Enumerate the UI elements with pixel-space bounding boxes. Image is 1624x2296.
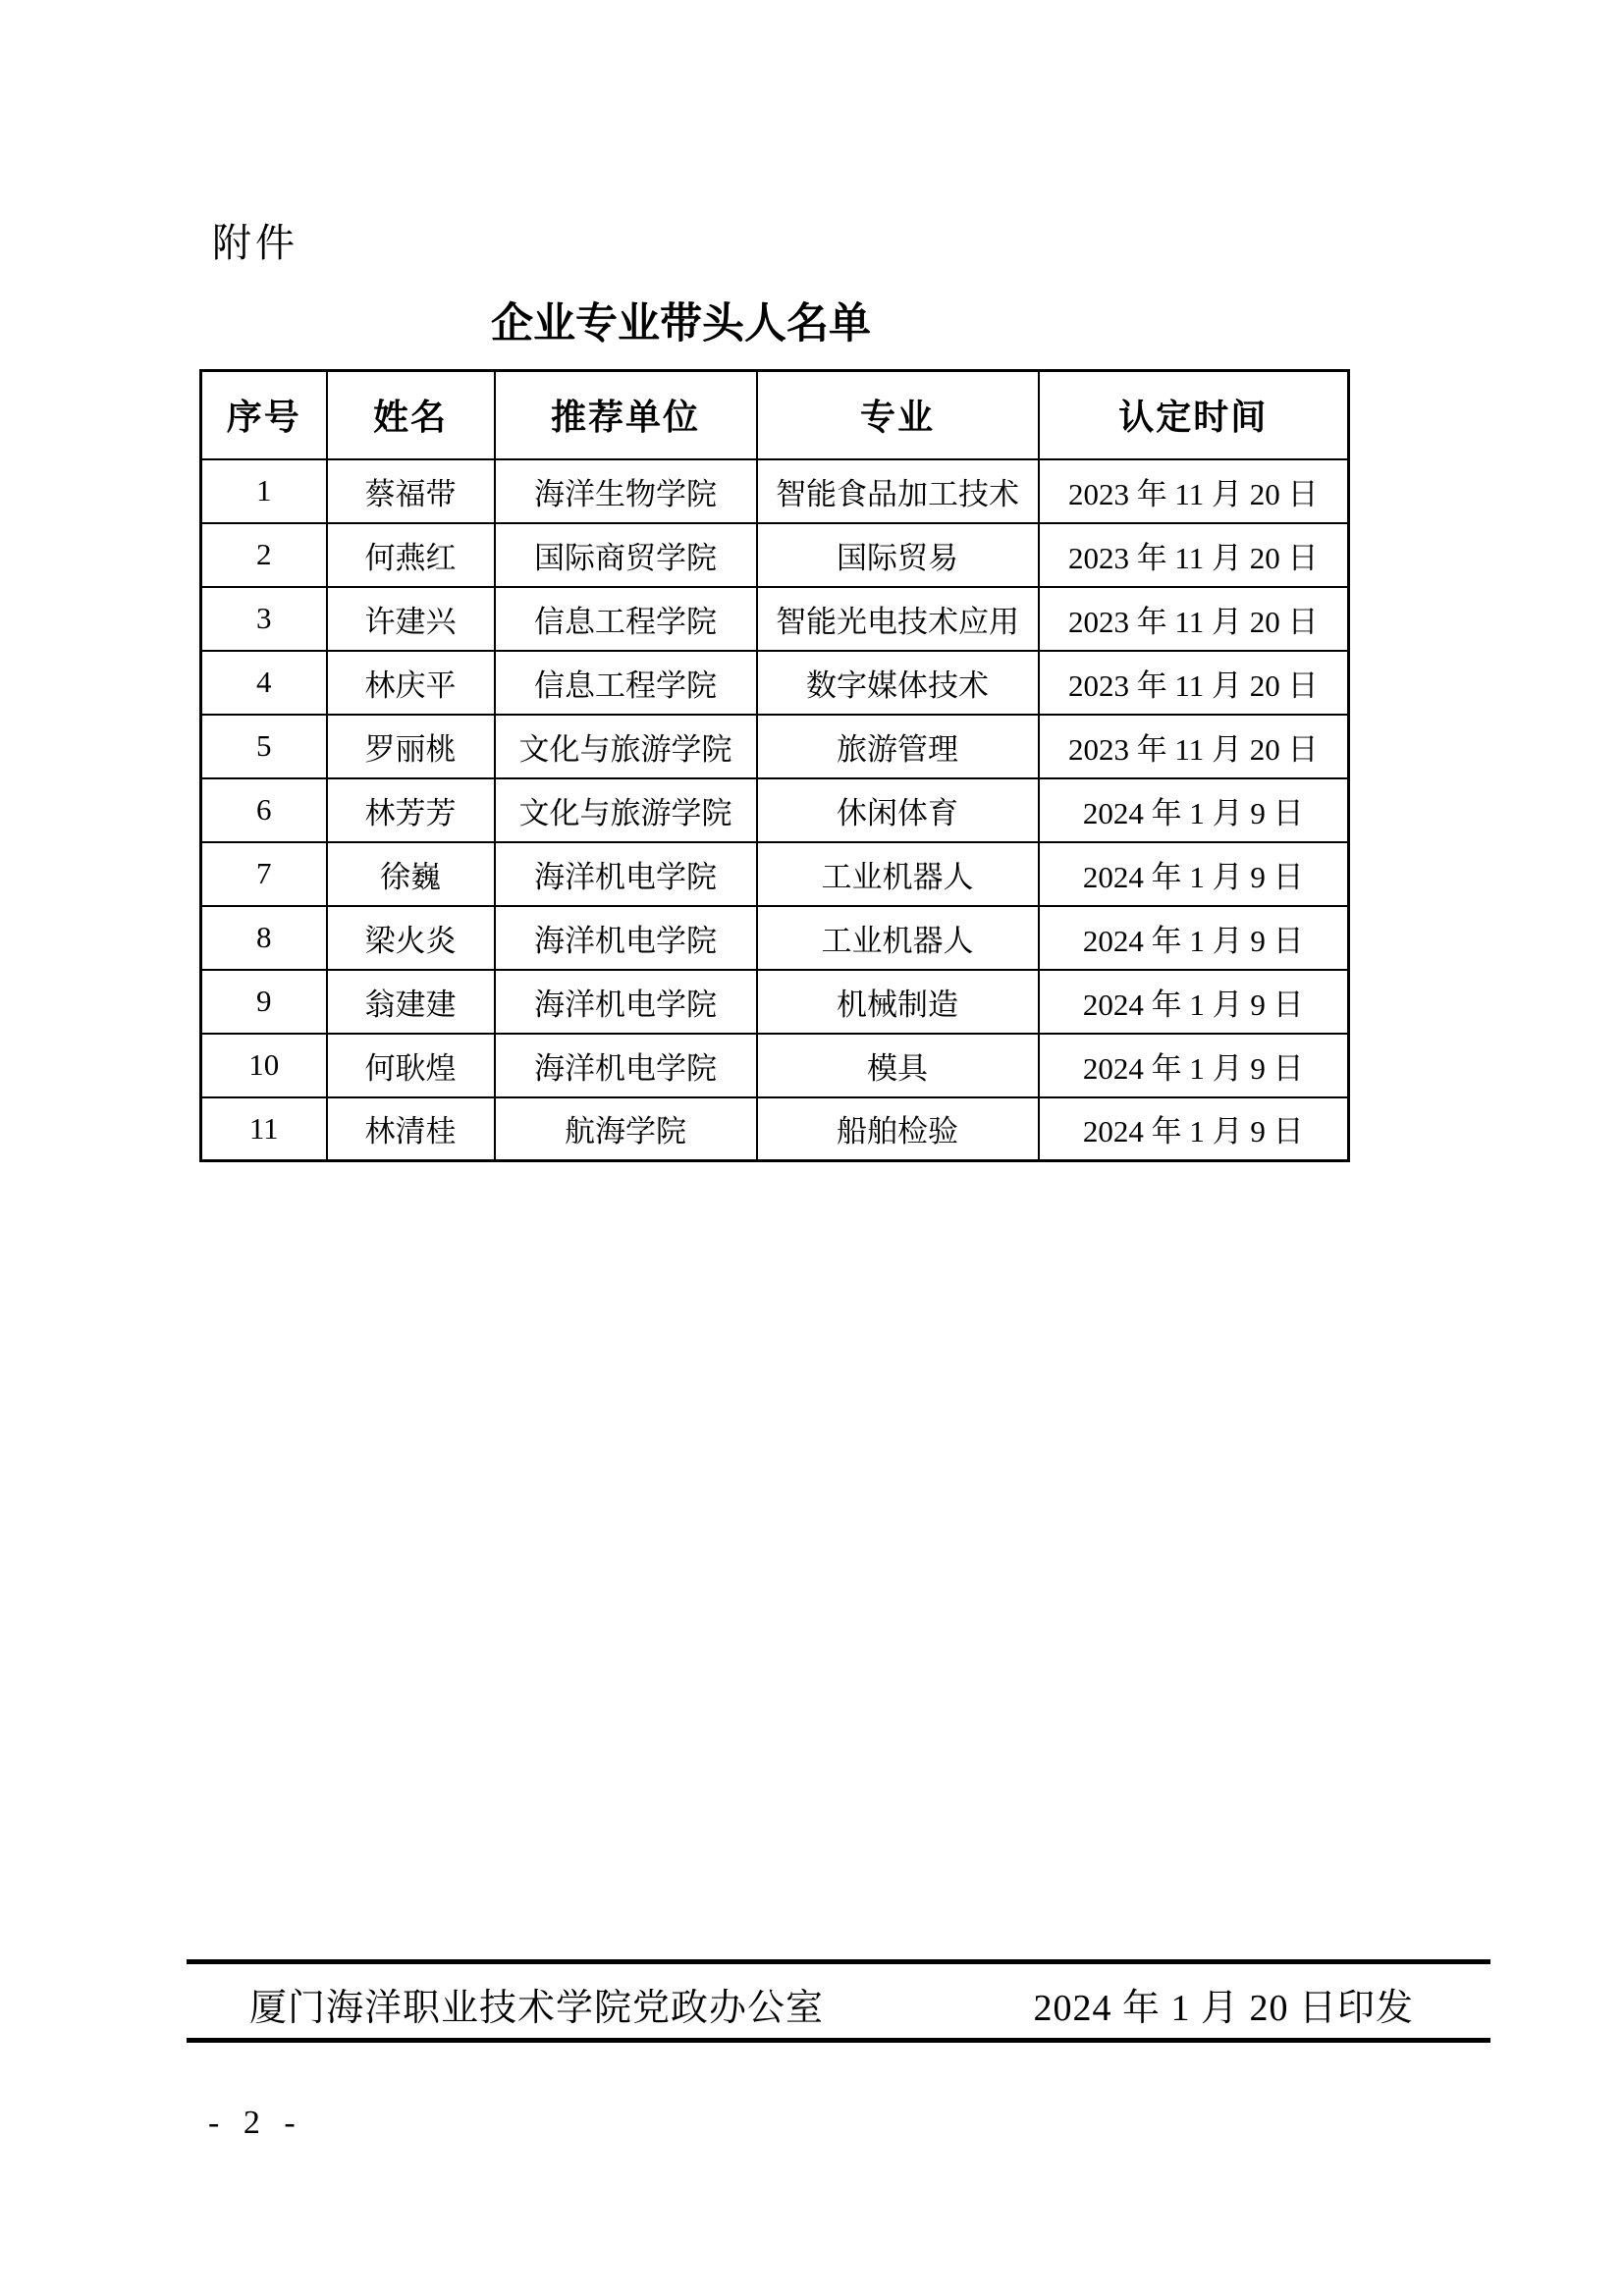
table-cell: 2023 年 11 月 20 日 (1039, 587, 1349, 651)
table-cell: 2024 年 1 月 9 日 (1039, 842, 1349, 906)
table-cell: 智能光电技术应用 (757, 587, 1039, 651)
footer-row (187, 1976, 1490, 2031)
table-cell: 模具 (757, 1034, 1039, 1097)
table-cell: 6 (201, 778, 327, 842)
table-header-row (201, 371, 1349, 459)
table-row (201, 523, 1349, 587)
table-cell: 海洋生物学院 (495, 459, 757, 523)
table-row (201, 651, 1349, 715)
table-cell: 船舶检验 (757, 1097, 1039, 1161)
table-cell: 罗丽桃 (327, 715, 495, 778)
footer-top-rule (187, 1959, 1490, 1964)
table-cell: 11 (201, 1097, 327, 1161)
table-cell: 工业机器人 (757, 906, 1039, 970)
leaders-table (199, 369, 1350, 1162)
table-row (201, 970, 1349, 1034)
table-cell: 8 (201, 906, 327, 970)
table-row (201, 842, 1349, 906)
table-cell: 3 (201, 587, 327, 651)
footer-print-date: 2024 年 1 月 20 日印发 (1033, 1987, 1414, 2029)
footer-bottom-rule (187, 2038, 1490, 2043)
table-row (201, 1097, 1349, 1161)
table-row (201, 906, 1349, 970)
table-cell: 4 (201, 651, 327, 715)
table-row (201, 459, 1349, 523)
page-number: - 2 - (208, 2105, 303, 2141)
table-cell: 林庆平 (327, 651, 495, 715)
table-cell: 2 (201, 523, 327, 587)
table-cell: 工业机器人 (757, 842, 1039, 906)
table-cell: 许建兴 (327, 587, 495, 651)
table-cell: 2023 年 11 月 20 日 (1039, 459, 1349, 523)
column-header-major: 专业 (757, 371, 1039, 459)
column-header-cert-date: 认定时间 (1039, 371, 1349, 459)
table-cell: 国际贸易 (757, 523, 1039, 587)
table-row (201, 715, 1349, 778)
column-header-unit: 推荐单位 (495, 371, 757, 459)
table-cell: 海洋机电学院 (495, 842, 757, 906)
table-cell: 智能食品加工技术 (757, 459, 1039, 523)
table-cell: 梁火炎 (327, 906, 495, 970)
page-title: 企业专业带头人名单 (491, 301, 871, 347)
table-cell: 2024 年 1 月 9 日 (1039, 1034, 1349, 1097)
table-cell: 文化与旅游学院 (495, 715, 757, 778)
table-cell: 1 (201, 459, 327, 523)
table-cell: 信息工程学院 (495, 587, 757, 651)
table-cell: 海洋机电学院 (495, 1034, 757, 1097)
table-cell: 航海学院 (495, 1097, 757, 1161)
table-cell: 何耿煌 (327, 1034, 495, 1097)
table-cell: 国际商贸学院 (495, 523, 757, 587)
column-header-name: 姓名 (327, 371, 495, 459)
footer-issuer: 厦门海洋职业技术学院党政办公室 (249, 1987, 825, 2029)
table-cell: 2024 年 1 月 9 日 (1039, 1097, 1349, 1161)
attachment-label: 附件 (212, 221, 298, 265)
table-cell: 2023 年 11 月 20 日 (1039, 523, 1349, 587)
column-header-index: 序号 (201, 371, 327, 459)
table-cell: 林芳芳 (327, 778, 495, 842)
table-cell: 2024 年 1 月 9 日 (1039, 970, 1349, 1034)
table-cell: 何燕红 (327, 523, 495, 587)
table-cell: 翁建建 (327, 970, 495, 1034)
table-cell: 休闲体育 (757, 778, 1039, 842)
table-cell: 徐巍 (327, 842, 495, 906)
table-cell: 蔡福带 (327, 459, 495, 523)
table-cell: 2023 年 11 月 20 日 (1039, 715, 1349, 778)
table-cell: 9 (201, 970, 327, 1034)
table-cell: 海洋机电学院 (495, 906, 757, 970)
table-cell: 文化与旅游学院 (495, 778, 757, 842)
table-row (201, 1034, 1349, 1097)
table-row (201, 778, 1349, 842)
table-body (201, 459, 1349, 1161)
table-cell: 信息工程学院 (495, 651, 757, 715)
table-row (201, 587, 1349, 651)
table-cell: 林清桂 (327, 1097, 495, 1161)
table-cell: 10 (201, 1034, 327, 1097)
table-cell: 2024 年 1 月 9 日 (1039, 906, 1349, 970)
table-cell: 7 (201, 842, 327, 906)
table-cell: 2023 年 11 月 20 日 (1039, 651, 1349, 715)
table-cell: 旅游管理 (757, 715, 1039, 778)
table-cell: 数字媒体技术 (757, 651, 1039, 715)
table-cell: 5 (201, 715, 327, 778)
table-cell: 海洋机电学院 (495, 970, 757, 1034)
table-cell: 机械制造 (757, 970, 1039, 1034)
table-cell: 2024 年 1 月 9 日 (1039, 778, 1349, 842)
